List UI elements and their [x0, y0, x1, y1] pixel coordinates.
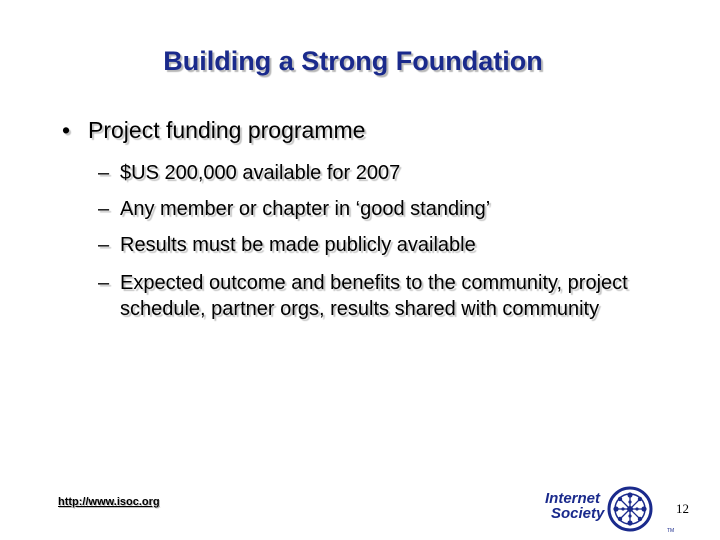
- globe-network-icon: [605, 484, 655, 534]
- sub-bullet: [98, 196, 490, 222]
- sub-bullet: [98, 160, 400, 186]
- dash-marker: –: [98, 272, 110, 294]
- footer-url-link[interactable]: http://www.isoc.org: [58, 496, 160, 508]
- main-bullet: [62, 117, 365, 144]
- sub-bullet: [98, 270, 658, 322]
- logo-wordmark: [545, 491, 604, 521]
- bullet-marker: •: [62, 117, 71, 143]
- trademark-mark: TM: [667, 528, 675, 534]
- dash-marker: –: [98, 198, 110, 220]
- sub-bullet-text: Any member or chapter in ‘good standing’: [120, 198, 491, 220]
- slide-title: Building a Strong Foundation: [163, 46, 543, 76]
- logo-line-1: Internet: [545, 490, 601, 507]
- sub-bullet: [98, 232, 476, 258]
- logo-line-2: Society: [551, 505, 605, 522]
- dash-marker: –: [98, 234, 110, 256]
- main-bullet-text: Project funding programme: [88, 117, 366, 143]
- sub-bullet-text: $US 200,000 available for 2007: [120, 162, 401, 184]
- page-number: 12: [676, 501, 689, 516]
- internet-society-logo: [543, 484, 675, 534]
- sub-bullet-text: Expected outcome and benefits to the community, project schedule, partner orgs, results shared with community: [120, 272, 628, 320]
- dash-marker: –: [98, 162, 110, 184]
- sub-bullet-text: Results must be made publicly available: [120, 234, 476, 256]
